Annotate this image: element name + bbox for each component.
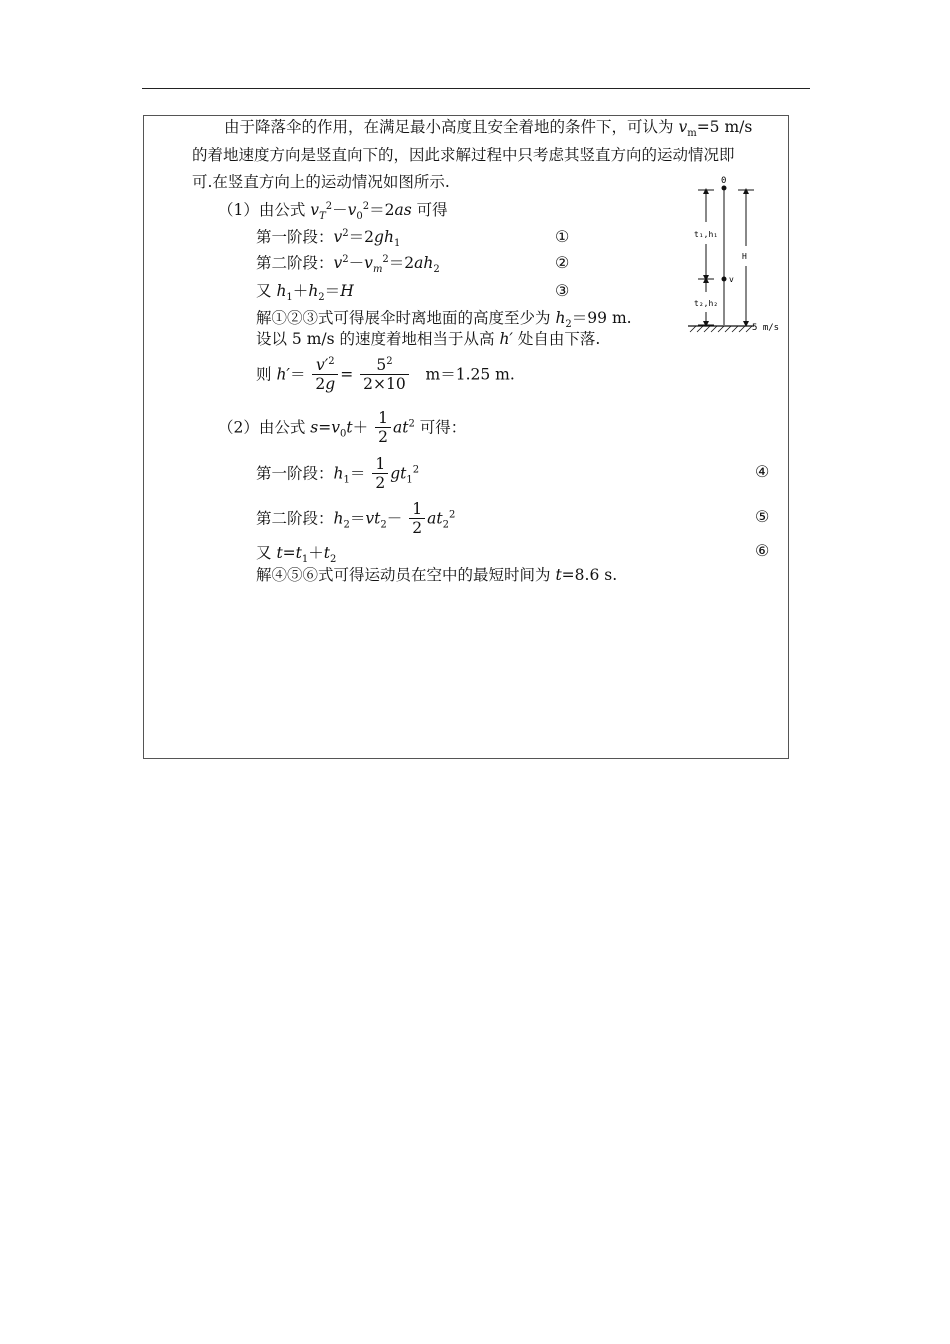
p1-stage2 (256, 253, 440, 276)
vm-value: =5 m/s (696, 118, 753, 136)
text: 处自由下落. (512, 330, 601, 348)
eq-number-6: ⑥ (755, 541, 770, 560)
sup: 2 (342, 253, 349, 265)
p1-solve (256, 308, 632, 331)
f-tail: 可得 (411, 201, 448, 219)
eq-number-3: ③ (555, 281, 570, 300)
sup: 2 (342, 227, 349, 239)
text: 可得： (414, 418, 467, 437)
text: 解①②③式可得展伞时离地面的高度至少为 (256, 309, 556, 327)
num: 1 (412, 500, 423, 518)
den: 2×10 (360, 374, 409, 394)
stage-label: 第二阶段： (256, 254, 334, 272)
text: 则 (256, 365, 277, 384)
label: 又 (256, 544, 277, 562)
sym: ah (414, 254, 434, 272)
ground-hatch (690, 326, 752, 332)
f-as: as (394, 201, 412, 219)
sym: h′ (499, 330, 513, 348)
part1-heading (218, 200, 448, 223)
stage-label: 第二阶段： (256, 509, 334, 528)
p2-final (256, 565, 617, 585)
eq: ＝ (349, 464, 366, 483)
eq-number-5: ⑤ (755, 507, 770, 526)
sub: m (372, 264, 383, 276)
sub: 2 (565, 319, 572, 331)
deploy-point (722, 277, 727, 282)
total-label: H (742, 252, 747, 261)
sym: h′ (276, 365, 290, 384)
den: 2 (315, 375, 326, 393)
sub: 1 (301, 554, 309, 566)
stage-label: 第一阶段： (256, 464, 334, 483)
intro-line-2: 的着地速度方向是竖直向下的，因此求解过程中只考虑其竖直方向的运动情况即 (192, 146, 735, 164)
motion-diagram (680, 170, 790, 340)
plus: ＋ (352, 418, 369, 437)
sub: 2 (442, 519, 449, 531)
sub: 1 (406, 474, 413, 486)
sym: H (340, 282, 354, 300)
p1-sum (256, 281, 354, 304)
label: 又 (256, 282, 277, 300)
vm-symbol: v (678, 118, 688, 136)
p2-stage2 (256, 501, 455, 538)
sup: 2 (386, 355, 393, 367)
sup: 2 (382, 253, 389, 265)
minus: － (386, 509, 403, 528)
plus: ＋ (292, 282, 309, 300)
num: 1 (375, 455, 386, 473)
eq: ＝2 (348, 228, 375, 246)
minus: － (348, 254, 365, 272)
fraction-half (375, 410, 391, 447)
eq: ＝ (289, 365, 306, 384)
sym: at (392, 418, 409, 437)
den: g (325, 375, 336, 393)
sub: 0 (340, 428, 347, 440)
eq: ＝ (324, 282, 341, 300)
sup: 2 (412, 464, 420, 476)
sub: 1 (393, 238, 401, 250)
p2-sum (256, 543, 337, 566)
stage-label: 第一阶段： (256, 228, 334, 246)
text: 解④⑤⑥式可得运动员在空中的最短时间为 (256, 566, 556, 584)
text: 设以 5 m/s 的速度着地相当于从高 (256, 330, 500, 348)
sub: 2 (343, 519, 350, 531)
intro-line-1 (224, 117, 753, 140)
mid-label: v (729, 275, 734, 284)
f-zero: 0 (356, 211, 363, 223)
p1-result (256, 357, 515, 394)
p2-stage1 (256, 456, 419, 493)
part1-label: （1）由公式 (218, 201, 311, 219)
f-sq2: 2 (362, 200, 370, 212)
eq: = (282, 544, 296, 562)
f-v0: v (347, 201, 357, 219)
seg1-label: t₁,h₁ (694, 230, 719, 239)
sub: 1 (343, 474, 350, 486)
header-rule (142, 88, 810, 89)
p1-stage1 (256, 227, 401, 250)
sym: h (276, 282, 287, 300)
text: m＝1.25 m. (425, 365, 515, 384)
sym: v (331, 418, 341, 437)
sub: 2 (318, 292, 325, 304)
text: =8.6 s. (561, 566, 618, 584)
fraction-5sq (360, 357, 409, 394)
sym: v (364, 254, 373, 272)
fraction-half (409, 501, 425, 538)
start-point (722, 186, 727, 191)
part2-heading (218, 410, 466, 447)
sym: v (333, 254, 343, 272)
label: （2）由公式 (218, 418, 311, 437)
eq-number-4: ④ (755, 462, 770, 481)
eq: = (318, 418, 332, 437)
eq: ＝2 (388, 254, 415, 272)
f-t: T (319, 211, 326, 223)
f-sq: 2 (325, 200, 333, 212)
sub: 2 (380, 519, 387, 531)
f-v: v (310, 201, 320, 219)
sym: s (310, 418, 319, 437)
sup: 2 (328, 355, 335, 367)
sub: 1 (286, 292, 293, 304)
fraction-vprime (312, 357, 338, 394)
f-minus: － (332, 201, 348, 219)
eq-number-1: ① (555, 227, 570, 246)
sym: gt (390, 464, 407, 483)
sym: t (346, 418, 353, 437)
f-eq: ＝2 (369, 201, 395, 219)
sym: h (308, 282, 319, 300)
intro-text: 由于降落伞的作用，在满足最小高度且安全着地的条件下，可认为 (224, 118, 679, 136)
eq-number-2: ② (555, 253, 570, 272)
eq: ＝ (349, 509, 366, 528)
sym: gh (374, 228, 394, 246)
seg2-label: t₂,h₂ (694, 299, 719, 308)
den: 2 (375, 427, 391, 447)
num: v′ (315, 356, 329, 374)
sym: t (555, 566, 562, 584)
sym: v (333, 228, 343, 246)
sub: 2 (433, 264, 440, 276)
num: 1 (378, 409, 388, 427)
den: 2 (372, 473, 388, 493)
p1-assume (256, 329, 600, 349)
sup: 2 (408, 418, 415, 430)
sym: t (323, 544, 331, 562)
vm-sub: m (687, 128, 697, 140)
text: ＝99 m. (571, 309, 632, 327)
intro-line-3: 可.在竖直方向上的运动情况如图所示. (192, 173, 450, 191)
sym: at (427, 509, 443, 528)
sym: vt (365, 509, 381, 528)
sub: 2 (330, 554, 337, 566)
num: 5 (376, 356, 387, 374)
sym: h (555, 309, 566, 327)
den: 2 (409, 518, 425, 538)
top-label: 0 (721, 176, 727, 186)
sym: h (333, 509, 344, 528)
eq: = (340, 365, 354, 384)
sym: h (333, 464, 344, 483)
fraction-half (372, 456, 388, 493)
sym: t (295, 544, 302, 562)
plus: ＋ (308, 544, 324, 562)
ground-speed-label: 5 m/s (752, 323, 780, 333)
sym: t (276, 544, 283, 562)
sup: 2 (448, 509, 456, 521)
